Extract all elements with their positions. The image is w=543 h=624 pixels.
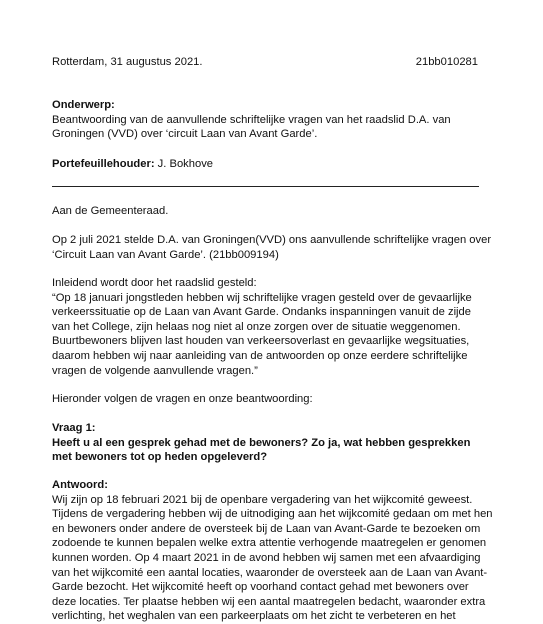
portfolio-section <box>52 157 213 172</box>
intro-line: Op 2 juli 2021 stelde D.A. van Groningen(VVD) ons aanvullende schriftelijke vragen over <box>52 234 492 246</box>
subject-section <box>52 98 451 142</box>
subject-label: Onderwerp: <box>52 99 115 111</box>
quote-line: “Op 18 januari jongstleden hebben wij schriftelijke vragen gesteld over de gevaarlijke <box>52 291 472 304</box>
question-label: Vraag 1: <box>52 422 96 434</box>
quote-line: daarom hebben wij naar aanleiding van de antwoorden op onze eerdere schriftelijke <box>52 349 468 362</box>
quote-line: van het College, zijn helaas nog niet al onze zorgen over de situatie weggenomen. <box>52 320 461 333</box>
quote-line: verkeerssituatie op de Laan van Avant Garde. Ondanks inspanningen vanuit de zijde <box>52 306 471 319</box>
portfolio-holder: J. Bokhove <box>154 158 214 170</box>
subject-line: Groningen (VVD) over ‘circuit Laan van Avant Garde’. <box>52 128 318 141</box>
followup-sentence: Hieronder volgen de vragen en onze beantwoording: <box>52 393 313 405</box>
question-section <box>52 421 470 465</box>
portfolio-label: Portefeuillehouder: <box>52 158 155 170</box>
answer-line: van het wijkcomité een aantal locaties, waaronder de oversteek aan de Laan van Avant- <box>52 566 488 579</box>
intro-line: ‘Circuit Laan van Avant Garde’. (21bb009194) <box>52 248 279 261</box>
letter-header <box>52 55 478 70</box>
answer-line: deze locaties. Ter plaatse hebben wij een aantal maatregelen bedacht, waaronder extra <box>52 595 486 608</box>
question-line: Heeft u al een gesprek gehad met de bewoners? Zo ja, wat hebben gesprekken <box>52 436 471 449</box>
answer-section <box>52 478 493 624</box>
quote-line: vragen de volgende aanvullende vragen.” <box>52 364 258 377</box>
reference-number: 21bb010281 <box>415 56 478 68</box>
answer-line: Wij zijn op 18 februari 2021 bij de openbare vergadering van het wijkcomité geweest. <box>52 493 473 506</box>
place-date: Rotterdam, 31 augustus 2021. <box>52 56 203 68</box>
answer-label: Antwoord: <box>52 479 108 491</box>
answer-line: kunnen worden. Op 4 maart 2021 in de avond hebben wij samen met een afvaardiging <box>52 551 481 564</box>
divider <box>52 186 479 187</box>
answer-line: verlichting, het weghalen van een parkeerplaats om het zicht te verbeteren en het <box>52 610 456 623</box>
quote-line: Inleidend wordt door het raadslid gesteld: <box>52 277 257 289</box>
answer-line: zodoende te kunnen bepalen welke extra attentie verhogende maatregelen er genomen <box>52 537 487 550</box>
salutation: Aan de Gemeenteraad. <box>52 205 169 217</box>
intro-paragraph <box>52 233 491 262</box>
answer-line: Tijdens de vergadering hebben wij de uitnodiging aan het wijkcomité gedaan om met hen <box>52 508 493 521</box>
answer-line: Garde bezocht. Het wijkcomité heeft op voorhand contact gehad met bewoners over <box>52 581 469 594</box>
quote-paragraph <box>52 276 472 378</box>
quote-line: Buurtbewoners blijven last houden van verkeersoverlast en gevaarlijke wegsituaties, <box>52 335 470 348</box>
subject-line: Beantwoording van de aanvullende schriftelijke vragen van het raadslid D.A. van <box>52 113 451 126</box>
question-line: met bewoners tot op heden opgeleverd? <box>52 451 268 464</box>
answer-line: en bewoners onder andere de oversteek bij de Laan van Avant-Garde te bezoeken om <box>52 522 481 535</box>
